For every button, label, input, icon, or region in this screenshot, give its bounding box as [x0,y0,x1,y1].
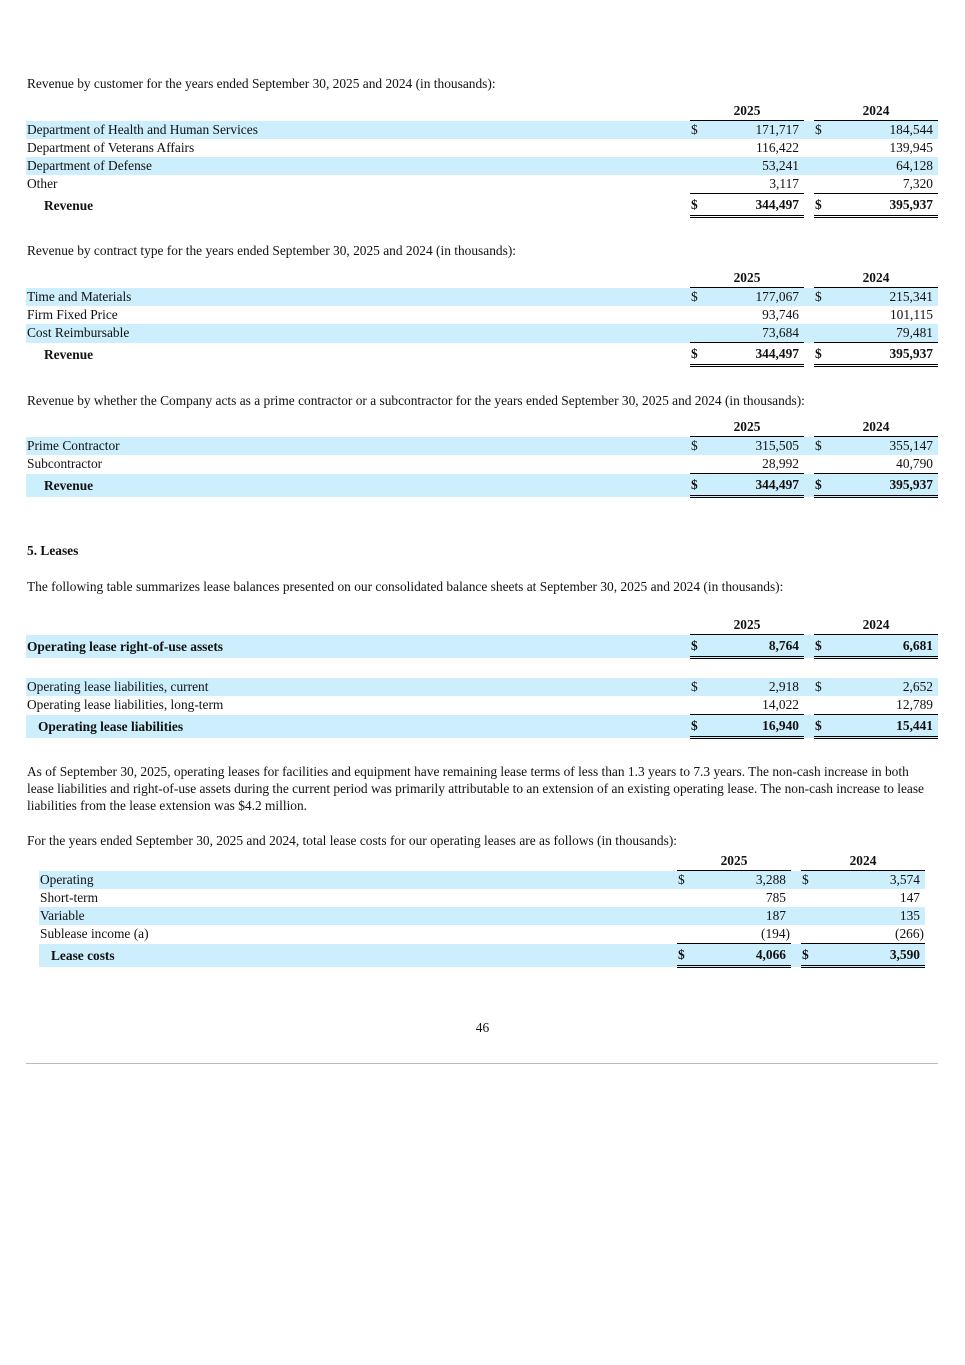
total-2025: $ 16,940 [690,715,804,738]
table-row [39,907,925,925]
total-row [26,343,938,366]
value-2025: (194) [677,925,791,944]
contract-intro: Revenue by contract type for the years ended September 30, 2025 and 2024 (in thousands): [27,243,516,258]
row-label: Department of Defense [26,157,680,175]
row-label: Cost Reimbursable [26,324,680,343]
year-header-2025: 2025 [690,616,804,635]
row-label: Operating lease right-of-use assets [26,635,680,658]
value-2025: 14,022 [690,696,804,715]
value-2024: $ 2,652 [814,678,938,696]
value-2024: 135 [801,907,925,925]
table-row [26,678,938,696]
revenue-by-contract-type-table [26,269,938,367]
total-label: Revenue [44,346,94,362]
year-header-2025: 2025 [690,418,804,437]
year-header-2024: 2024 [801,852,925,871]
table-header-row [26,102,938,121]
year-header-2024: 2024 [814,616,938,635]
value-2024: 7,320 [814,175,938,194]
section-heading-leases: 5. Leases [27,543,79,558]
year-header-2025: 2025 [690,102,804,121]
year-header-2025: 2025 [677,852,791,871]
lease-terms-note: As of September 30, 2025, operating leases for facilities and equipment have remaining lease terms of less than 1.3 years to 7.3 years. The non-cash increase in both lease liabilities and right-of-use assets during the current period was primarily attributable to an extension of an existing operating lease. The non-cash increase to lease liabilities from the lease extension was $4.2 million. [27,764,925,813]
customer-intro: Revenue by customer for the years ended September 30, 2025 and 2024 (in thousands): [27,76,496,91]
table-header-row [26,269,938,288]
total-label: Revenue [44,197,94,213]
value-2025: $ 2,918 [690,678,804,696]
table-row [26,455,938,474]
table-row [26,306,938,324]
total-2025: $ 344,497 [690,194,804,217]
value-2025: $ 8,764 [690,635,804,658]
value-2025: 53,241 [690,157,804,175]
value-2024: 139,945 [889,140,933,155]
value-2024: 12,789 [814,696,938,715]
value-2024: $ 355,147 [814,437,938,456]
prime-intro: Revenue by whether the Company acts as a prime contractor or a subcontractor for the years ended September 30, 2025 and 2024 (in thousands): [27,393,805,408]
revenue-by-contractor-role-table [26,418,938,498]
leases-intro: The following table summarizes lease balances presented on our consolidated balance sheets at September 30, 2025 and 2024 (in thousands): [27,579,784,594]
value-2025: 187 [677,907,791,925]
year-header-2025: 2025 [690,269,804,288]
table-row [26,121,938,140]
table-row [39,925,925,944]
total-2024: $ 395,937 [814,343,938,366]
value-2024: $ 3,574 [801,871,925,890]
table-row [26,139,938,157]
year-header-2024: 2024 [814,102,938,121]
total-2024: $ 395,937 [814,474,938,497]
value-2025: $ 171,717 [690,121,804,140]
total-2024: $ 395,937 [814,194,938,217]
total-2024: $ 3,590 [801,944,925,967]
row-label: Other [27,176,58,192]
value-2024: 40,790 [814,455,938,474]
table-row [39,889,925,907]
value-2025: 93,746 [762,307,799,322]
value-2025: 28,992 [690,455,804,474]
row-label: Department of Health and Human Services [26,121,680,140]
row-label: Time and Materials [26,288,680,307]
table-row [26,324,938,343]
total-2025: $ 344,497 [690,474,804,497]
total-2024: $ 15,441 [814,715,938,738]
total-2025: $ 4,066 [677,944,791,967]
dollar-sign: $ [815,122,822,137]
lease-balances-table [26,616,938,739]
value-2025: $ 177,067 [690,288,804,307]
row-label: Operating lease liabilities, current [26,678,680,696]
value-2025: 785 [765,890,786,905]
value-2025: $ 315,505 [690,437,804,456]
total-row [26,715,938,738]
table-header-row [39,852,925,871]
value-2025: 73,684 [690,324,804,343]
spacer-row [26,658,938,679]
total-row [26,474,938,497]
total-label: Revenue [26,474,680,497]
table-row [26,696,938,715]
value-2024: $ 184,544 [814,121,938,140]
revenue-by-customer-table [26,102,938,218]
total-row [39,944,925,967]
row-label: Prime Contractor [26,437,680,456]
table-header-row [26,616,938,635]
total-2025: $ 344,497 [690,343,804,366]
value-2024: 79,481 [814,324,938,343]
row-label: Variable [39,907,667,925]
value-2025: $ 3,288 [677,871,791,890]
total-label: Operating lease liabilities [26,715,680,738]
rou-assets-row [26,635,938,658]
year-header-2024: 2024 [814,269,938,288]
value-2024: 64,128 [814,157,938,175]
row-label: Firm Fixed Price [27,307,118,322]
value-2024: $ 6,681 [814,635,938,658]
table-row [26,157,938,175]
row-label: Short-term [40,890,99,905]
value-2024: $ 215,341 [814,288,938,307]
value-2024: 101,115 [889,307,933,322]
value-2024: 147 [899,890,920,905]
lease-costs-table [39,852,925,968]
page-divider [26,1063,938,1064]
page-number: 46 [475,1020,490,1035]
year-header-2024: 2024 [814,418,938,437]
total-label: Lease costs [39,944,667,967]
value-2025: 116,422 [755,140,799,155]
row-label: Operating [39,871,667,890]
dollar-sign: $ [691,122,698,137]
value-2024: (266) [801,925,925,944]
table-row [26,288,938,307]
row-label: Operating lease liabilities, long-term [27,697,224,713]
row-label: Subcontractor [27,456,103,472]
table-row [39,871,925,890]
row-label: Sublease income (a) [40,926,149,942]
total-row [26,194,938,217]
table-header-row [26,418,938,437]
row-label: Department of Veterans Affairs [27,140,195,155]
lease-costs-intro: For the years ended September 30, 2025 and 2024, total lease costs for our operating leases are as follows (in thousands): [27,833,678,848]
value-2025: 3,117 [690,175,804,194]
table-row [26,437,938,456]
table-row [26,175,938,194]
